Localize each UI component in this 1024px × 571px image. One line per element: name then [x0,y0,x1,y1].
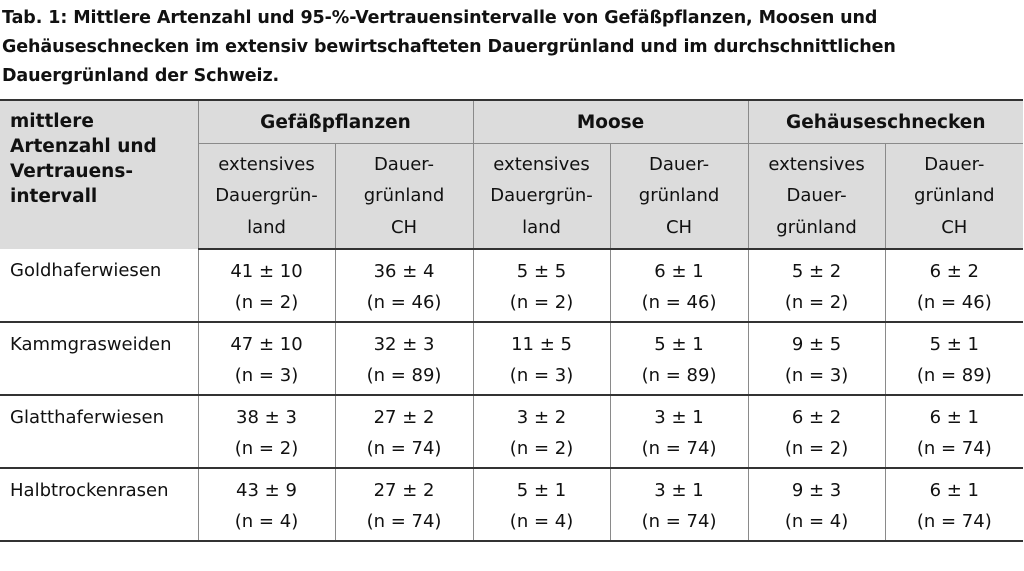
table-cell: 6 ± 1 (n = 46) [610,249,748,322]
table-cell: 47 ± 10 (n = 3) [198,322,335,395]
table-cell: 3 ± 1 (n = 74) [610,468,748,541]
table-cell: 6 ± 2 (n = 46) [885,249,1023,322]
sub-header: Dauer- grünland CH [335,144,473,250]
table-cell: 9 ± 5 (n = 3) [748,322,885,395]
table-cell: 11 ± 5 (n = 3) [473,322,610,395]
sub-header: extensives Dauer- grünland [748,144,885,250]
table-cell: 5 ± 1 (n = 4) [473,468,610,541]
table-cell: 9 ± 3 (n = 4) [748,468,885,541]
table-cell: 36 ± 4 (n = 46) [335,249,473,322]
table-cell: 27 ± 2 (n = 74) [335,468,473,541]
row-label: Halbtrockenrasen [0,468,198,541]
table-cell: 6 ± 1 (n = 74) [885,468,1023,541]
table-cell: 41 ± 10 (n = 2) [198,249,335,322]
table-row [0,468,1023,541]
group-header: Gehäuseschnecken [748,100,1023,144]
table-cell: 38 ± 3 (n = 2) [198,395,335,468]
group-header: Moose [473,100,748,144]
sub-header: extensives Dauergrün- land [473,144,610,250]
sub-header: extensives Dauergrün- land [198,144,335,250]
table-cell: 5 ± 1 (n = 89) [610,322,748,395]
sub-header: Dauer- grünland CH [610,144,748,250]
table-row [0,395,1023,468]
table-cell: 6 ± 1 (n = 74) [885,395,1023,468]
sub-header: Dauer- grünland CH [885,144,1023,250]
row-label: Goldhaferwiesen [0,249,198,322]
table-cell: 5 ± 1 (n = 89) [885,322,1023,395]
group-header: Gefäßpflanzen [198,100,473,144]
row-label: Glatthaferwiesen [0,395,198,468]
row-label: Kammgrasweiden [0,322,198,395]
species-table [0,99,1023,542]
table-cell: 5 ± 5 (n = 2) [473,249,610,322]
table-cell: 6 ± 2 (n = 2) [748,395,885,468]
table-cell: 32 ± 3 (n = 89) [335,322,473,395]
corner-header: mittlere Artenzahl und Vertrauens- intervall [0,100,198,249]
table-caption: Tab. 1: Mittlere Artenzahl und 95-%-Vertrauensintervalle von Gefäßpflanzen, Moosen und Gehäuseschnecken im extensiv bewirtschafteten Dauergrünland und im durchschnittlichen Dauergrünland der Schweiz. [2,8,896,86]
table-row [0,249,1023,322]
table-row [0,322,1023,395]
table-cell: 5 ± 2 (n = 2) [748,249,885,322]
table-cell: 27 ± 2 (n = 74) [335,395,473,468]
table-cell: 43 ± 9 (n = 4) [198,468,335,541]
table-cell: 3 ± 1 (n = 74) [610,395,748,468]
table-cell: 3 ± 2 (n = 2) [473,395,610,468]
